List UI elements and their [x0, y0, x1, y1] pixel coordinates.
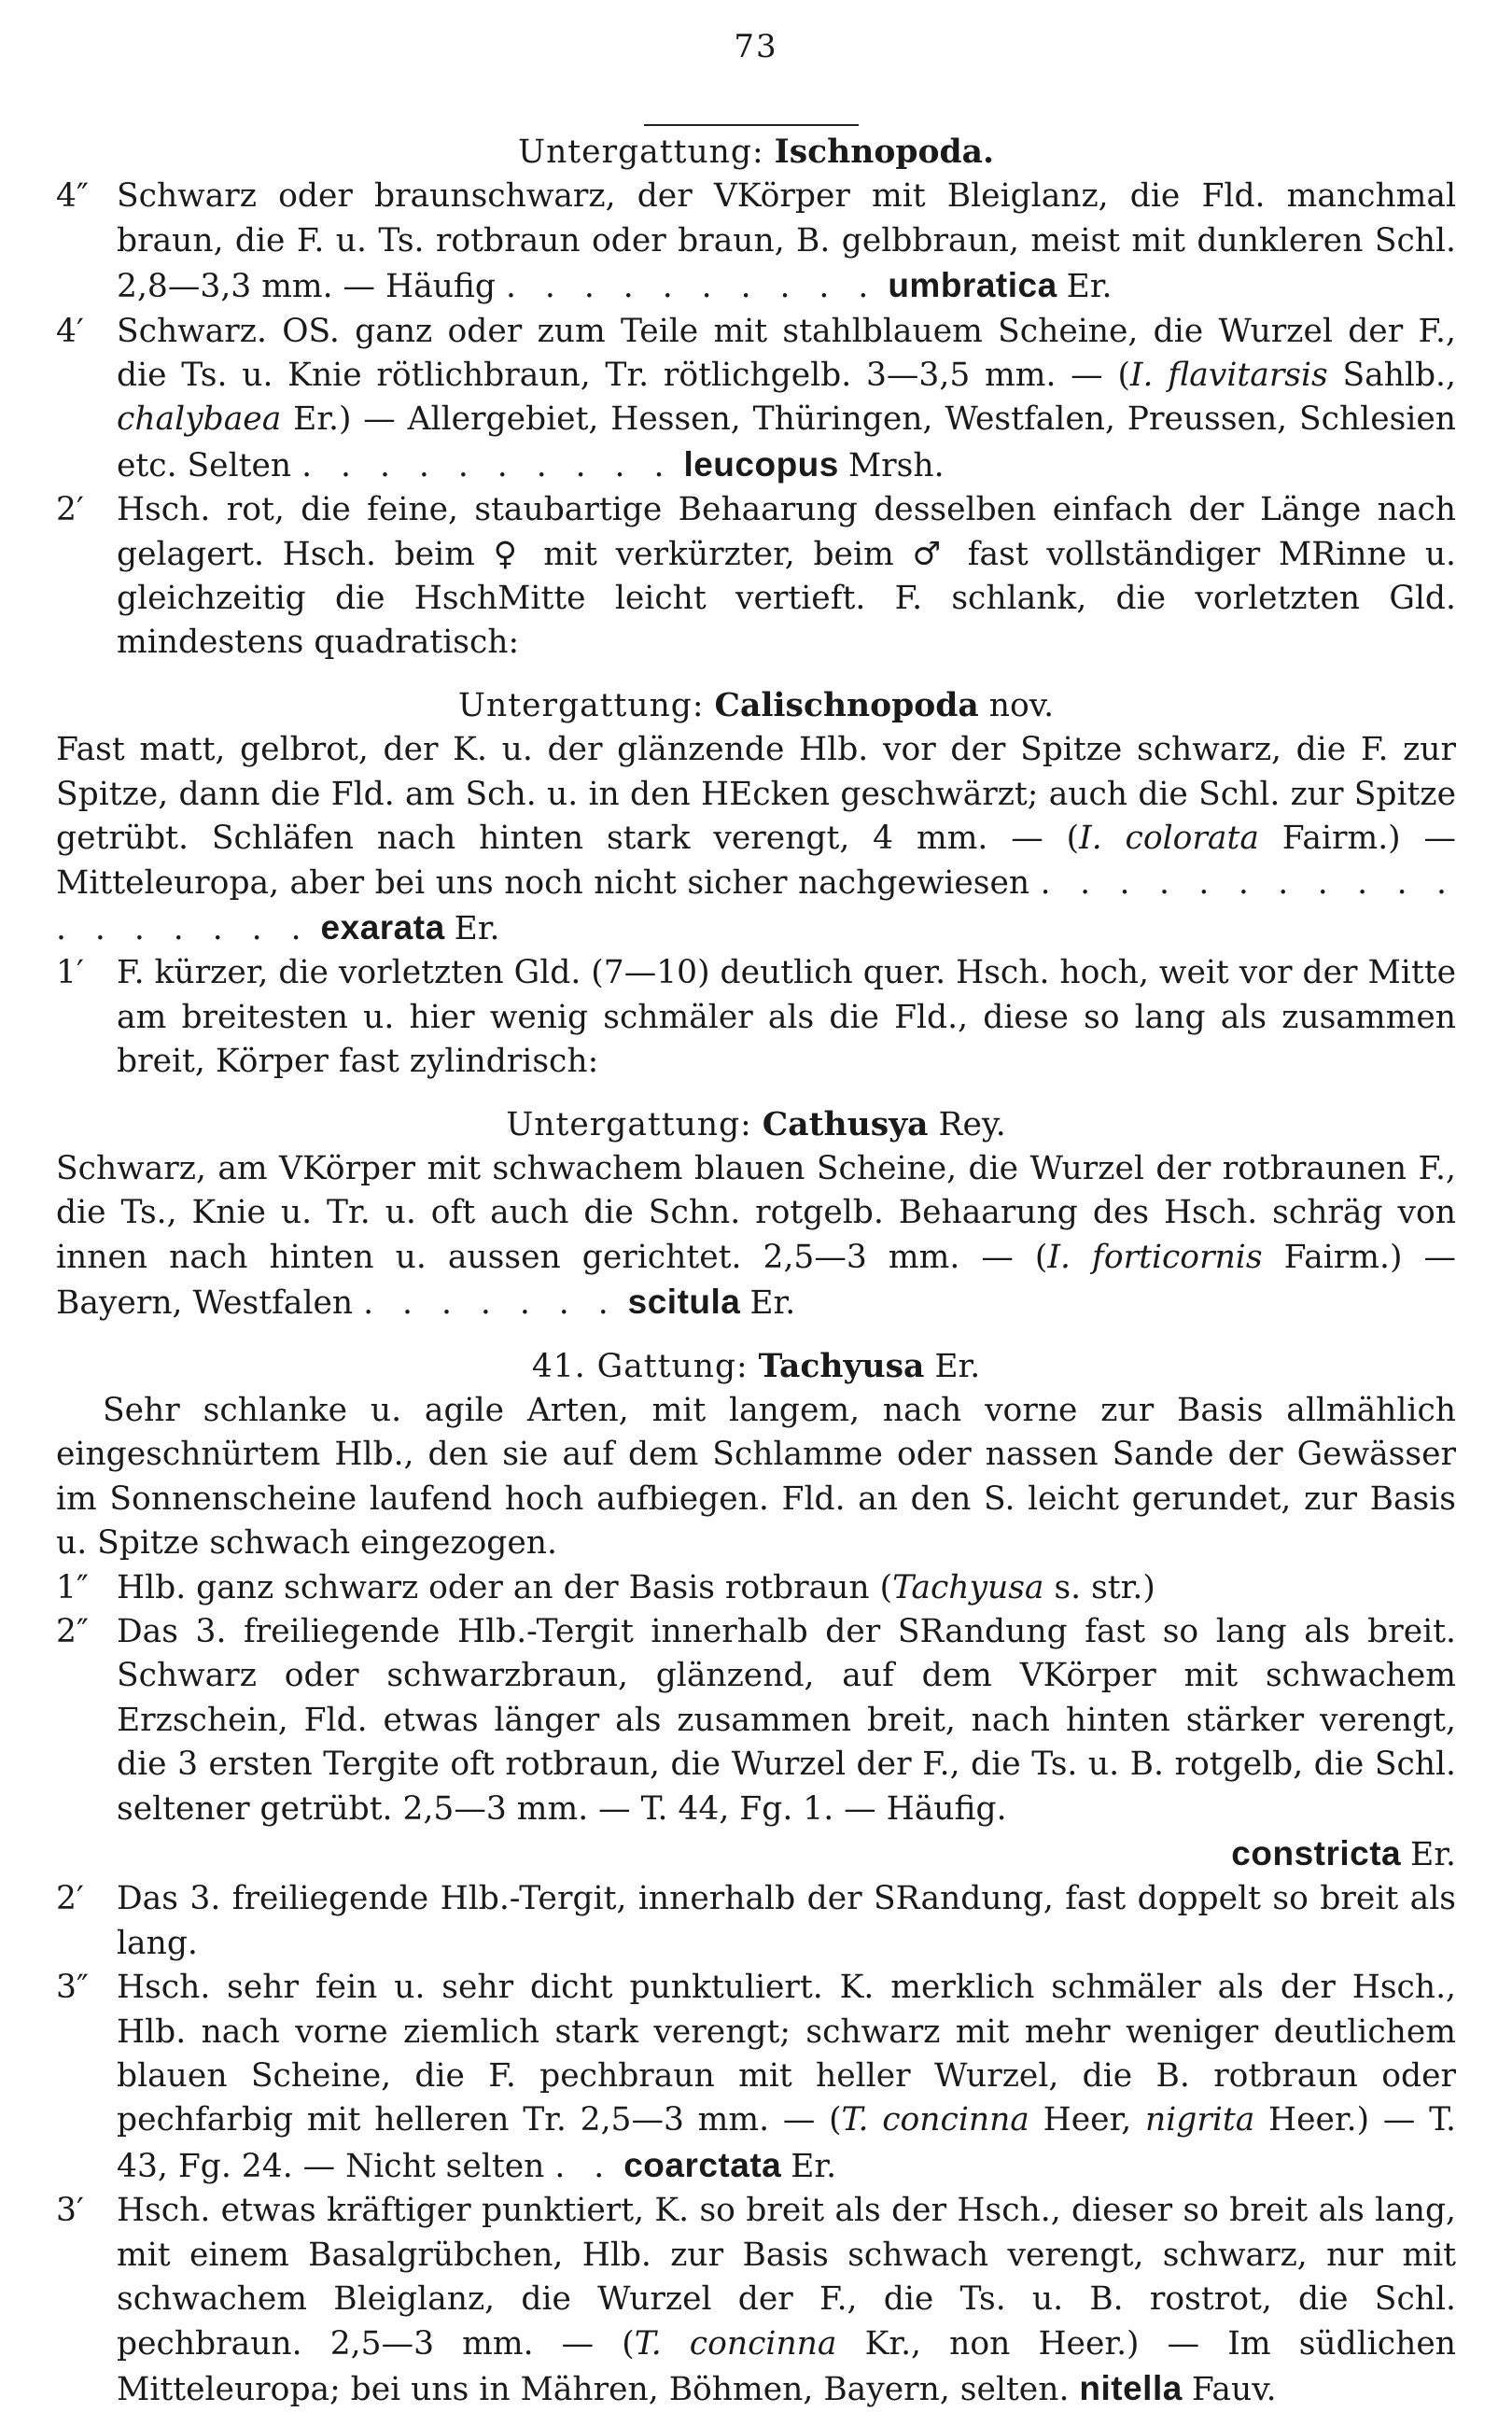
entry-text: Kr., non Heer.) — Im südlichen Mitteleuropa; bei uns in Mähren, Böhmen, Bayern, selten.: [117, 2324, 1456, 2408]
subgenus-label: Untergattung:: [457, 686, 705, 724]
couplet-marker: 2″: [56, 1613, 89, 1650]
subgenus-suffix: nov.: [988, 686, 1055, 724]
genus-description: Sehr schlanke u. agile Arten, mit langem, nach vorne zur Basis allmählich eingeschnürtem Hlb., den sie auf dem Schlamme oder nassen Sande der Gewässer im Sonnenscheine laufend hoch aufbiegen. Fld. an den S. leicht gerundet, zur Basis u. Spitze schwach eingezogen.: [56, 1391, 1456, 1563]
entry-text: Schwarz. OS. ganz oder zum Teile mit stahlblauem Scheine, die Wurzel der F., die Ts. u. Knie rötlichbraun, Tr. rötlichgelb. 3—3,5 mm. — (: [117, 312, 1456, 395]
couplet-marker: 3′: [56, 2192, 84, 2230]
leader-dots: . . . . . . .: [363, 1284, 618, 1323]
couplet-marker: 1″: [56, 1568, 89, 1606]
synonym-name: T. concinna: [634, 2324, 837, 2363]
subgenus-name: Cathusya: [762, 1105, 929, 1143]
entry-text: Heer.) — T. 43, Fg. 24. — Nicht selten: [117, 2101, 1456, 2185]
entry-text: Hsch. rot, die feine, staubartige Behaarung desselben einfach der Länge nach gelagert. Hsch. beim ♀ mit verkürzter, beim ♂ fast vollständiger MRinne u. gleichzeitig die HschMitte leicht vertieft. F. schlank, die vorletzten Gld. mindestens quadratisch:: [117, 491, 1456, 662]
key-entry-2p: [56, 488, 1456, 666]
leader-dots: . .: [554, 2147, 614, 2185]
entry-text: s. str.): [1043, 1568, 1155, 1606]
couplet-marker: 4″: [56, 177, 89, 216]
spacer: [56, 1085, 1456, 1103]
key-entry-2p-b: [56, 1877, 1456, 1966]
entry-text: Heer,: [1029, 2101, 1145, 2139]
genus-header-tachyusa: [56, 1345, 1456, 1389]
entry-text: Hlb. ganz schwarz oder an der Basis rotbraun (: [117, 1568, 893, 1606]
entry-text: Fairm.) — Bayern, Westfalen: [56, 1238, 1456, 1323]
entry-text: Hsch. sehr fein u. sehr dicht punktuliert. K. merklich schmäler als der Hsch., Hlb. nach vorne ziemlich stark verengt; schwarz mit mehr weniger deutlichem blauen Scheine, die F. pechbraun mit heller Wurzel, die B. rotbraun oder pechfarbig mit helleren Tr. 2,5—3 mm. — (: [117, 1969, 1456, 2139]
species-author: Er.: [749, 1284, 796, 1323]
key-entry-4pp: [56, 175, 1456, 309]
subgenus-header-cathusya: [56, 1103, 1456, 1147]
species-description: [56, 1147, 1456, 1326]
subgenus-header-calischnopoda: [56, 684, 1456, 728]
spacer: [56, 1326, 1456, 1345]
species-name: constricta: [1231, 1834, 1402, 1873]
subgenus-label: Untergattung:: [506, 1105, 752, 1143]
synonym-name: T. concinna: [841, 2101, 1029, 2139]
entry-text: Er.) — Allergebiet, Hessen, Thüringen, Westfalen, Preussen, Schlesien etc. Selten: [117, 400, 1456, 484]
species-author: Er.: [1410, 1836, 1456, 1874]
key-entry-3p: [56, 2189, 1456, 2412]
entry-text: Sahlb.,: [1327, 357, 1456, 395]
couplet-marker: 2′: [56, 1880, 84, 1918]
couplet-marker: 2′: [56, 491, 84, 529]
species-author: Er.: [1066, 268, 1113, 306]
synonym-name: Tachyusa: [892, 1568, 1044, 1606]
key-entry-4p: [56, 310, 1456, 489]
entry-text: Fairm.) — Mitteleuropa, aber bei uns noch nicht sicher nachgewiesen: [56, 820, 1457, 902]
leader-dots: . . . . . . . . . .: [301, 446, 674, 484]
species-author: Er.: [791, 2147, 837, 2185]
subgenus-name: Calischnopoda: [714, 686, 979, 724]
entry-text: Schwarz oder braunschwarz, der VKörper mit Bleiglanz, die Fld. manchmal braun, die F. u. Ts. rotbraun oder braun, B. gelbbraun, meist mit dunkleren Schl. 2,8—3,3 mm. — Häufig: [117, 177, 1456, 306]
entry-text: Das 3. freiliegende Hlb.-Tergit innerhalb der SRandung fast so lang als breit. Schwarz oder schwarzbraun, glänzend, auf dem VKörper mit schwachem Erzschein, Fld. etwas länger als zusammen breit, nach hinten stärker verengt, die 3 ersten Tergite oft rotbraun, die Wurzel der F., die Ts. u. B. rotgelb, die Schl. seltener getrübt. 2,5—3 mm. — T. 44, Fg. 1. — Häufig.: [117, 1613, 1456, 1828]
species-author: Er.: [454, 909, 500, 947]
species-name: coarctata: [623, 2145, 782, 2184]
couplet-marker: 3″: [56, 1969, 89, 2007]
synonym-name: nigrita: [1144, 2101, 1255, 2139]
entry-text: F. kürzer, die vorletzten Gld. (7—10) deutlich quer. Hsch. hoch, weit vor der Mitte am breitesten u. hier wenig schmäler als die Fld., diese so lang als zusammen breit, Körper fast zylindrisch:: [117, 954, 1456, 1081]
entry-text: Hsch. etwas kräftiger punktiert, K. so breit als der Hsch., dieser so breit als lang, mit einem Basalgrübchen, Hlb. zur Basis schwach verengt, schwarz, nur mit schwachem Bleiglanz, die Wurzel der F., die Ts. u. B. rostrot, die Schl. pechbraun. 2,5—3 mm. — (: [117, 2192, 1456, 2363]
spacer: [56, 666, 1456, 684]
page-body: [56, 131, 1456, 2412]
species-name: exarata: [320, 907, 445, 947]
key-entry-1pp: [56, 1566, 1456, 1610]
synonym-name: chalybaea: [117, 400, 282, 439]
leader-dots: . . . . . . . . . . . . . . . . . .: [56, 863, 1456, 947]
species-line: [56, 1831, 1456, 1877]
synonym-name: I. forticornis: [1047, 1238, 1263, 1276]
header-rule: [644, 124, 859, 126]
species-name: scitula: [627, 1283, 741, 1322]
species-name: nitella: [1079, 2368, 1183, 2407]
species-description: [56, 728, 1456, 951]
species-author: Fauv.: [1191, 2370, 1277, 2408]
key-entry-3pp: [56, 1966, 1456, 2189]
page-number: 73: [734, 28, 778, 65]
species-name: umbratica: [888, 266, 1057, 305]
key-entry-1p: [56, 951, 1456, 1084]
species-author: Mrsh.: [847, 446, 945, 484]
species-name: leucopus: [683, 444, 839, 484]
genus-suffix: Er.: [934, 1347, 981, 1385]
entry-text: Schwarz, am VKörper mit schwachem blauen Scheine, die Wurzel der rotbraunen F., die Ts., Knie u. Tr. u. oft auch die Schn. rotgelb. Behaarung des Hsch. schräg von innen nach hinten u. aussen gerichtet. 2,5—3 mm. — (: [56, 1149, 1456, 1276]
subgenus-header-ischnopoda: [56, 131, 1456, 175]
genus-name: Tachyusa: [758, 1347, 925, 1385]
couplet-marker: 4′: [56, 312, 84, 350]
subgenus-name: Ischnopoda.: [774, 133, 994, 171]
entry-text: Fast matt, gelbrot, der K. u. der glänzende Hlb. vor der Spitze schwarz, die F. zur Spitze, dann die Fld. am Sch. u. in den HEcken geschwärzt; auch die Schl. zur Spitze getrübt. Schläfen nach hinten stark verengt, 4 mm. — (: [56, 731, 1456, 858]
couplet-marker: 1′: [56, 954, 84, 992]
key-entry-2pp: [56, 1610, 1456, 1831]
entry-text: Das 3. freiliegende Hlb.-Tergit, innerhalb der SRandung, fast doppelt so breit als lang.: [117, 1880, 1456, 1962]
synonym-name: I. flavitarsis: [1129, 357, 1328, 395]
synonym-name: I. colorata: [1079, 820, 1259, 858]
subgenus-suffix: Rey.: [938, 1105, 1006, 1143]
leader-dots: . . . . . . . . . .: [505, 268, 878, 306]
subgenus-label: Untergattung:: [518, 133, 764, 171]
genus-label: 41. Gattung:: [531, 1347, 749, 1385]
